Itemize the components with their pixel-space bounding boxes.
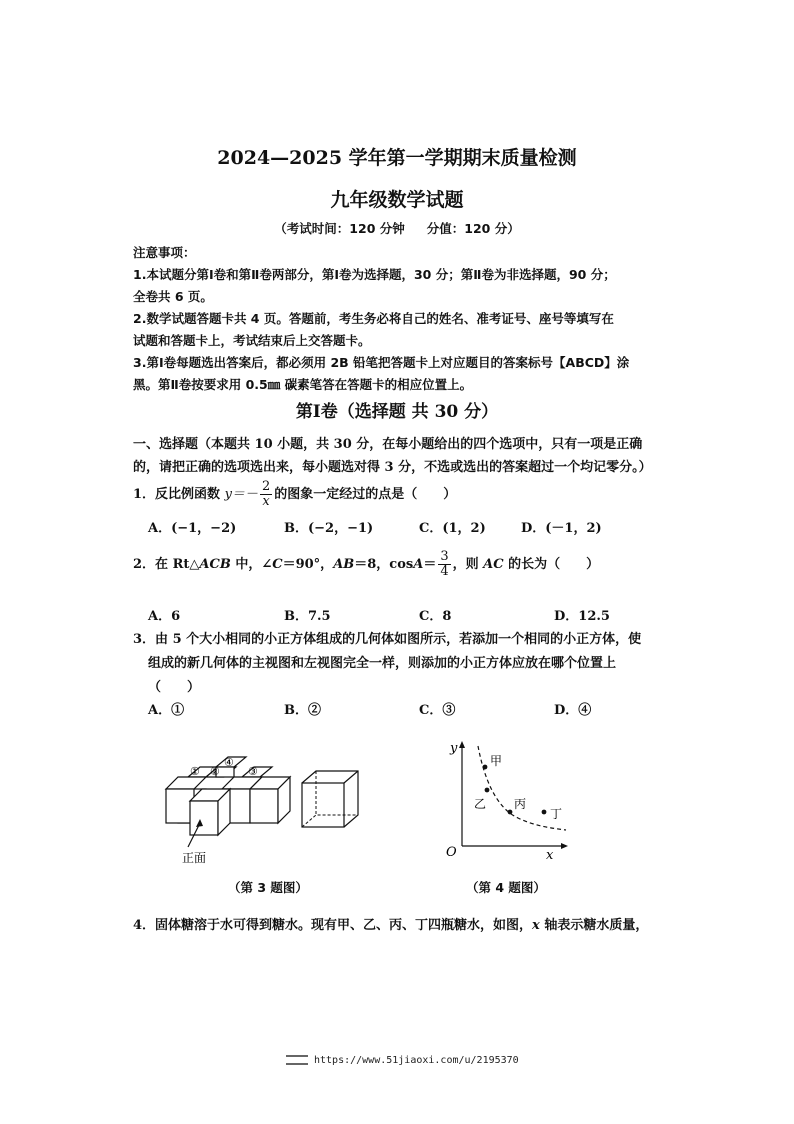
point-jia — [483, 765, 488, 770]
q2-fraction: $\frac{3}{4}$ — [440, 549, 449, 579]
point-bing — [508, 810, 513, 815]
q3-option-d: D．④ — [554, 703, 592, 718]
q2-option-b: B．7.5 — [284, 609, 331, 624]
fig3-label-4: ④ — [224, 756, 234, 769]
fig4-label-bing: 丙 — [514, 797, 527, 811]
q2-option-d: D．12.5 — [554, 609, 610, 624]
question-2: 2．在 Rt△ACB 中，∠C＝90°，AB＝8，cosA＝ $\frac{3}{4}$ ，则 AC 的长为（ ） — [133, 549, 600, 579]
fig4-x-label: x — [546, 848, 554, 863]
question-3-line: （ ） — [148, 680, 201, 695]
fig4-label-yi: 乙 — [474, 797, 487, 811]
figure-3-cubes — [160, 755, 370, 870]
q1-fraction: $\frac{2}{x}$ — [261, 479, 271, 509]
notice-line: 2.数学试题答题卡共 4 页。答题前，考生务必将自己的姓名、准考证号、座号等填写在 — [133, 311, 614, 326]
q3-option-a: A．① — [148, 703, 185, 718]
figure-3-caption: （第 3 题图） — [228, 880, 308, 895]
question-3-line: 组成的新几何体的主视图和左视图完全一样，则添加的小正方体应放在哪个位置上 — [148, 656, 617, 671]
section-intro: 一、选择题（本题共 10 小题，共 30 分，在每小题给出的四个选项中，只有一项是正确 — [133, 437, 643, 452]
q2-option-a: A．6 — [148, 609, 181, 624]
q1-option-b: B．(−2，−1) — [284, 521, 374, 536]
footer-url: https://www.51jiaoxi.com/u/2195370 — [286, 1055, 519, 1066]
notice-heading: 注意事项： — [133, 245, 196, 260]
question-1: 1．反比例函数 y＝－ $\frac{2}{x}$ 的图象一定经过的点是（ ） — [133, 479, 457, 509]
fig3-label-1: ① — [190, 765, 200, 778]
exam-score: 分值：120 分） — [426, 221, 520, 236]
fig4-y-label: y — [450, 741, 458, 756]
q2-option-c: C．8 — [419, 609, 452, 624]
exam-title: 2024—2025 学年第一学期期末质量检测 — [217, 147, 577, 169]
figure-4-caption: （第 4 题图） — [466, 880, 546, 895]
footer-icon — [286, 1055, 308, 1065]
question-4: 4．固体糖溶于水可得到糖水。现有甲、乙、丙、丁四瓶糖水，如图，x 轴表示糖水质量， — [133, 918, 649, 933]
fig3-label-2: ② — [210, 765, 220, 778]
notice-line: 3.第Ⅰ卷每题选出答案后，都必须用 2B 铅笔把答题卡上对应题目的答案标号【ABCD】涂 — [133, 355, 630, 370]
notice-line: 黑。第Ⅱ卷按要求用 0.5㎜ 碳素笔答在答题卡的相应位置上。 — [133, 377, 473, 392]
q1-option-d: D．(－1，2) — [521, 521, 602, 536]
section-intro: 的，请把正确的选项选出来，每小题选对得 3 分，不选或选出的答案超过一个均记零分。） — [133, 460, 652, 475]
point-ding — [542, 810, 547, 815]
exam-meta — [0, 219, 794, 237]
exam-time: （考试时间：120 分钟 — [274, 221, 405, 236]
notice-line: 全卷共 6 页。 — [133, 289, 213, 304]
section-title: 第Ⅰ卷（选择题 共 30 分） — [295, 402, 499, 422]
figure-4-graph — [440, 738, 575, 863]
exam-subtitle: 九年级数学试题 — [330, 189, 464, 211]
fig3-front-label: 正面 — [182, 851, 207, 865]
point-yi — [485, 788, 490, 793]
notice-line: 试题和答题卡上，考试结束后上交答题卡。 — [133, 333, 371, 348]
fig4-origin-label: O — [446, 845, 457, 860]
fig4-label-ding: 丁 — [550, 807, 563, 821]
q1-option-c: C．(1，2) — [419, 521, 486, 536]
q1-option-a: A．(−1，−2) — [148, 521, 237, 536]
q3-option-c: C．③ — [419, 703, 456, 718]
notice-line: 1.本试题分第Ⅰ卷和第Ⅱ卷两部分，第Ⅰ卷为选择题，30 分；第Ⅱ卷为非选择题，90 分； — [133, 267, 616, 282]
fig4-label-jia: 甲 — [490, 754, 503, 768]
fig3-label-3: ③ — [248, 765, 258, 778]
question-3-line: 3．由 5 个大小相同的小正方体组成的几何体如图所示，若添加一个相同的小正方体，使 — [133, 632, 642, 647]
q3-option-b: B．② — [284, 703, 321, 718]
